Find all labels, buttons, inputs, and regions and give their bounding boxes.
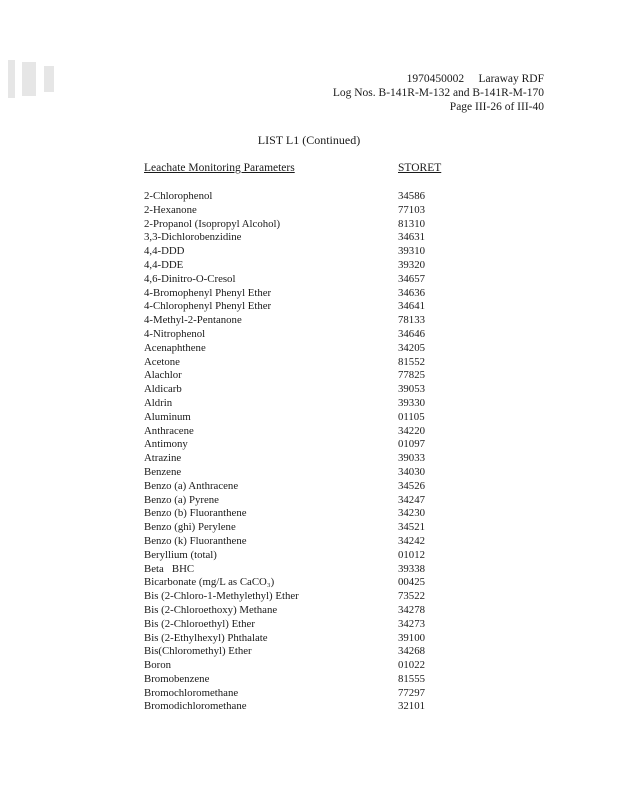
parameter-name: 4-Nitrophenol	[144, 327, 206, 340]
table-row	[0, 356, 618, 370]
storet-code: 34220	[398, 424, 425, 437]
parameter-name: Bis (2-Chloroethoxy) Methane	[144, 603, 278, 616]
parameter-name: Beryllium (total)	[144, 548, 217, 561]
table-row	[0, 604, 618, 618]
header-page-line: Page III-26 of III-40	[449, 101, 544, 113]
storet-code: 81555	[398, 672, 425, 685]
storet-code: 34230	[398, 507, 425, 520]
storet-code: 77297	[398, 686, 425, 699]
table-row	[0, 700, 618, 714]
parameter-name: Bicarbonate (mg/L as CaCO₃)	[144, 576, 275, 589]
scan-artifact	[22, 62, 36, 96]
storet-code: 34268	[398, 645, 425, 658]
parameter-name: Benzo (b) Fluoranthene	[144, 507, 247, 520]
storet-code: 34641	[398, 300, 425, 313]
table-row	[0, 425, 618, 439]
parameter-name: 2-Hexanone	[144, 203, 197, 216]
storet-code: 77825	[398, 369, 425, 382]
storet-code: 81310	[398, 217, 425, 230]
parameter-name: Acenaphthene	[144, 341, 206, 354]
column-header-parameters: Leachate Monitoring Parameters	[144, 162, 295, 174]
table-row	[0, 328, 618, 342]
parameter-name: Aluminum	[144, 410, 191, 423]
parameter-name: Atrazine	[144, 452, 182, 465]
parameter-name: 3,3-Dichlorobenzidine	[144, 231, 242, 244]
parameter-name: Beta BHC	[144, 562, 195, 575]
parameter-name: 4-Bromophenyl Phenyl Ether	[144, 286, 272, 299]
parameter-name: 4,6-Dinitro-O-Cresol	[144, 272, 236, 285]
parameter-name: Benzo (ghi) Perylene	[144, 521, 236, 534]
parameter-name: Bromochloromethane	[144, 686, 239, 699]
parameter-name: Bis (2-Chloroethyl) Ether	[144, 617, 255, 630]
parameter-name: Antimony	[144, 438, 188, 451]
storet-code: 34526	[398, 479, 425, 492]
table-row	[0, 687, 618, 701]
table-row	[0, 618, 618, 632]
storet-code: 81552	[398, 355, 425, 368]
storet-code: 39033	[398, 452, 425, 465]
table-row	[0, 659, 618, 673]
table-row	[0, 245, 618, 259]
parameter-table	[0, 190, 618, 714]
table-row	[0, 231, 618, 245]
parameter-name: 2-Propanol (Isopropyl Alcohol)	[144, 217, 281, 230]
table-row	[0, 300, 618, 314]
table-row	[0, 397, 618, 411]
storet-code: 34586	[398, 190, 425, 202]
storet-code: 34030	[398, 465, 425, 478]
scan-artifact	[44, 66, 54, 92]
parameter-name: Bromodichloromethane	[144, 700, 247, 713]
parameter-name: Aldrin	[144, 396, 173, 409]
table-row	[0, 204, 618, 218]
table-row	[0, 576, 618, 590]
storet-code: 32101	[398, 700, 425, 713]
storet-code: 78133	[398, 314, 425, 327]
parameter-name: Benzene	[144, 465, 182, 478]
storet-code: 39330	[398, 396, 425, 409]
parameter-name: 4-Methyl-2-Pentanone	[144, 314, 242, 327]
storet-code: 34657	[398, 272, 425, 285]
table-row	[0, 466, 618, 480]
storet-code: 77103	[398, 203, 425, 216]
storet-code: 01097	[398, 438, 425, 451]
parameter-name: Acetone	[144, 355, 180, 368]
storet-code: 39100	[398, 631, 425, 644]
parameter-name: Benzo (a) Pyrene	[144, 493, 219, 506]
storet-code: 73522	[398, 590, 425, 603]
table-row	[0, 259, 618, 273]
table-row	[0, 273, 618, 287]
storet-code: 01022	[398, 659, 425, 672]
table-row	[0, 549, 618, 563]
parameter-name: Benzo (a) Anthracene	[144, 479, 239, 492]
table-row	[0, 411, 618, 425]
table-row	[0, 218, 618, 232]
parameter-name: Bis (2-Chloro-1-Methylethyl) Ether	[144, 590, 299, 603]
table-row	[0, 590, 618, 604]
table-row	[0, 342, 618, 356]
storet-code: 34278	[398, 603, 425, 616]
parameter-name: Aldicarb	[144, 383, 182, 396]
storet-code: 34631	[398, 231, 425, 244]
storet-code: 39310	[398, 245, 425, 258]
storet-code: 34646	[398, 327, 425, 340]
parameter-name: Bis (2-Ethylhexyl) Phthalate	[144, 631, 268, 644]
parameter-name: Anthracene	[144, 424, 194, 437]
table-row	[0, 521, 618, 535]
table-row	[0, 494, 618, 508]
table-row	[0, 438, 618, 452]
parameter-name: 4,4-DDE	[144, 258, 184, 271]
header-id-line: 1970450002 Laraway RDF	[406, 73, 544, 85]
parameter-name: 4,4-DDD	[144, 245, 185, 258]
storet-code: 39320	[398, 258, 425, 271]
parameter-name: Bis(Chloromethyl) Ether	[144, 645, 252, 658]
storet-code: 01105	[398, 410, 425, 423]
table-row	[0, 563, 618, 577]
storet-code: 39338	[398, 562, 425, 575]
parameter-name: Bromobenzene	[144, 672, 210, 685]
parameter-name: Alachlor	[144, 369, 182, 382]
table-row	[0, 314, 618, 328]
table-row	[0, 507, 618, 521]
table-row	[0, 673, 618, 687]
storet-code: 34636	[398, 286, 425, 299]
storet-code: 00425	[398, 576, 425, 589]
table-row	[0, 190, 618, 204]
storet-code: 34521	[398, 521, 425, 534]
list-title: LIST L1 (Continued)	[257, 133, 361, 147]
table-row	[0, 535, 618, 549]
storet-code: 01012	[398, 548, 425, 561]
column-header-storet: STORET	[398, 162, 442, 174]
storet-code: 39053	[398, 383, 425, 396]
table-row	[0, 632, 618, 646]
header-log-line: Log Nos. B-141R-M-132 and B-141R-M-170	[332, 87, 544, 99]
storet-code: 34205	[398, 341, 425, 354]
table-row	[0, 480, 618, 494]
table-row	[0, 452, 618, 466]
scan-artifact	[8, 60, 15, 98]
parameter-name: Boron	[144, 659, 171, 672]
table-row	[0, 287, 618, 301]
storet-code: 34247	[398, 493, 425, 506]
parameter-name: 4-Chlorophenyl Phenyl Ether	[144, 300, 272, 313]
table-row	[0, 383, 618, 397]
storet-code: 34242	[398, 534, 425, 547]
parameter-name: Benzo (k) Fluoranthene	[144, 534, 247, 547]
document-header	[333, 72, 544, 114]
table-row	[0, 645, 618, 659]
storet-code: 34273	[398, 617, 425, 630]
table-row	[0, 369, 618, 383]
parameter-name: 2-Chlorophenol	[144, 190, 213, 202]
